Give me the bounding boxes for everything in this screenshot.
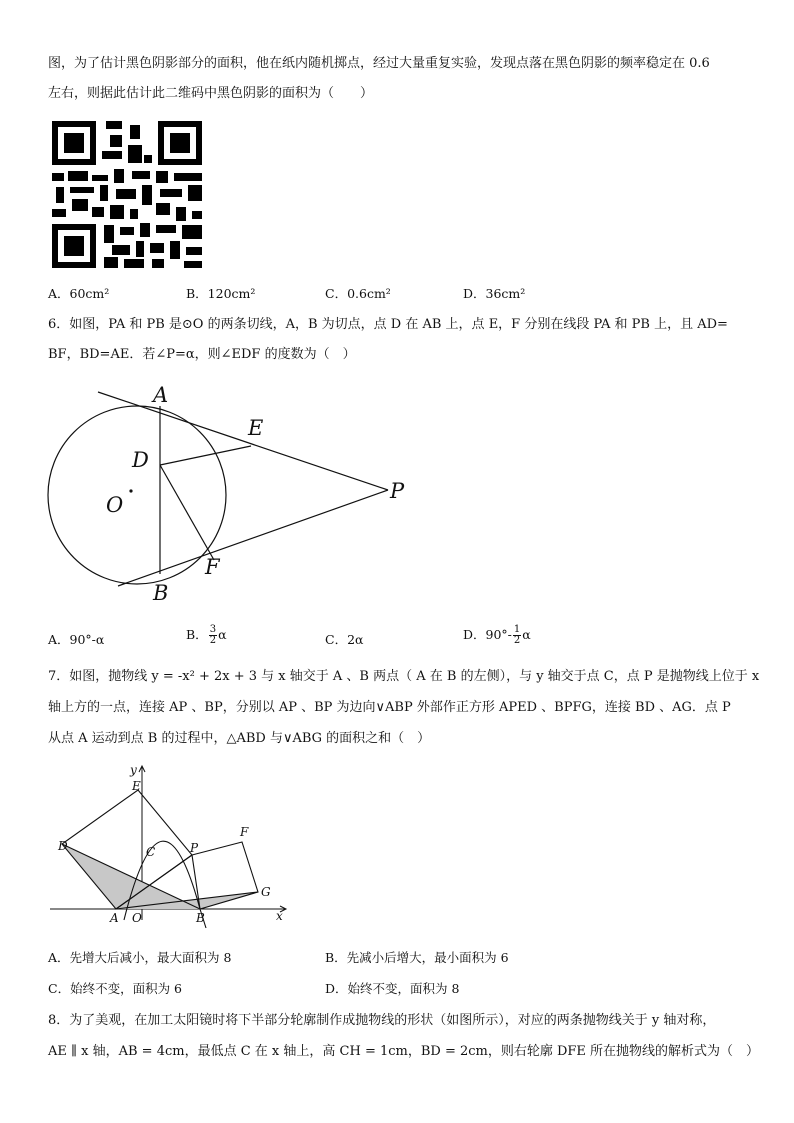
q7-text-line2: 轴上方的一点，连接 AP 、BP，分别以 AP 、BP 为边向∨ABP 外部作正方形 APED 、BPFG，连接 BD 、AG．点 P bbox=[48, 700, 731, 715]
q7-text-line3: 从点 A 运动到点 B 的过程中，△ABD 与∨ABG 的面积之和（ ） bbox=[48, 731, 431, 746]
tangent-line-pb bbox=[118, 490, 388, 586]
q5-option-c: C．0.6cm² bbox=[325, 286, 391, 301]
segment-de bbox=[160, 446, 251, 465]
q7-option-a: A．先增大后减小，最大面积为 8 bbox=[48, 950, 232, 965]
q6-option-d: D．90°- $\frac{1}{2}$ α bbox=[463, 624, 531, 646]
label-f: F bbox=[205, 555, 220, 579]
label-g: G bbox=[261, 885, 271, 899]
q7-option-c: C．始终不变，面积为 6 bbox=[48, 981, 182, 996]
label-e: E bbox=[248, 416, 264, 440]
q6-circle-tangent-figure bbox=[40, 378, 420, 610]
center-point-o bbox=[129, 489, 132, 492]
label-d: D bbox=[132, 448, 149, 472]
label-x: x bbox=[276, 909, 283, 923]
q5-option-a: A．60cm² bbox=[48, 286, 110, 301]
q6-text-line1: 6．如图，PA 和 PB 是⊙O 的两条切线，A，B 为切点，点 D 在 AB 上，点 E，F 分别在线段 PA 和 PB 上，且 AD= bbox=[48, 317, 728, 332]
q7-option-b: B．先减小后增大，最小面积为 6 bbox=[325, 950, 509, 965]
q5-option-b: B．120cm² bbox=[186, 286, 256, 301]
label-c: C bbox=[146, 845, 156, 859]
q6-option-b: B． $\frac{3}{2}$ α bbox=[186, 624, 227, 646]
label-a: A bbox=[110, 911, 119, 925]
label-p: P bbox=[190, 841, 199, 855]
label-b: B bbox=[153, 581, 169, 605]
qr-code-image bbox=[52, 121, 202, 268]
label-p: P bbox=[390, 479, 405, 503]
q8-text-line2: AE ∥ x 轴，AB = 4cm，最低点 C 在 x 轴上，高 CH = 1cm，BD = 2cm，则右轮廓 DFE 所在抛物线的解析式为（ ） bbox=[48, 1044, 760, 1059]
label-f: F bbox=[240, 825, 249, 839]
label-d: D bbox=[58, 839, 68, 853]
q8-text-line1: 8．为了美观，在加工太阳镜时将下半部分轮廓制作成抛物线的形状（如图所示），对应的两条抛物线关于 y 轴对称， bbox=[48, 1013, 716, 1028]
q7-text-line1: 7．如图，抛物线 y = -x² + 2x + 3 与 x 轴交于 A 、B 两点（ A 在 B 的左侧），与 y 轴交于点 C，点 P 是抛物线上位于 x bbox=[48, 669, 760, 684]
segment-df bbox=[160, 465, 214, 560]
label-o: O bbox=[132, 911, 142, 925]
label-a: A bbox=[153, 383, 169, 407]
q6-text-line2: BF，BD=AE．若∠P=α，则∠EDF 的度数为（ ） bbox=[48, 347, 356, 362]
q6-option-c: C．2α bbox=[325, 632, 364, 647]
q5-text-line1: 图，为了估计黑色阴影部分的面积，他在纸内随机掷点，经过大量重复实验，发现点落在黑色阴影的频率稳定在 0.6 bbox=[48, 56, 710, 71]
q5-option-d: D．36cm² bbox=[463, 286, 526, 301]
q7-parabola-squares-figure bbox=[40, 760, 300, 930]
label-o: O bbox=[106, 493, 124, 517]
label-e: E bbox=[132, 779, 141, 793]
q5-text-line2: 左右，则据此估计此二维码中黑色阴影的面积为（ ） bbox=[48, 86, 374, 101]
label-y: y bbox=[130, 763, 137, 777]
label-b: B bbox=[196, 911, 205, 925]
q6-option-a: A．90°-α bbox=[48, 632, 105, 647]
q7-option-d: D．始终不变，面积为 8 bbox=[325, 981, 460, 996]
tangent-line-pa bbox=[98, 392, 388, 490]
